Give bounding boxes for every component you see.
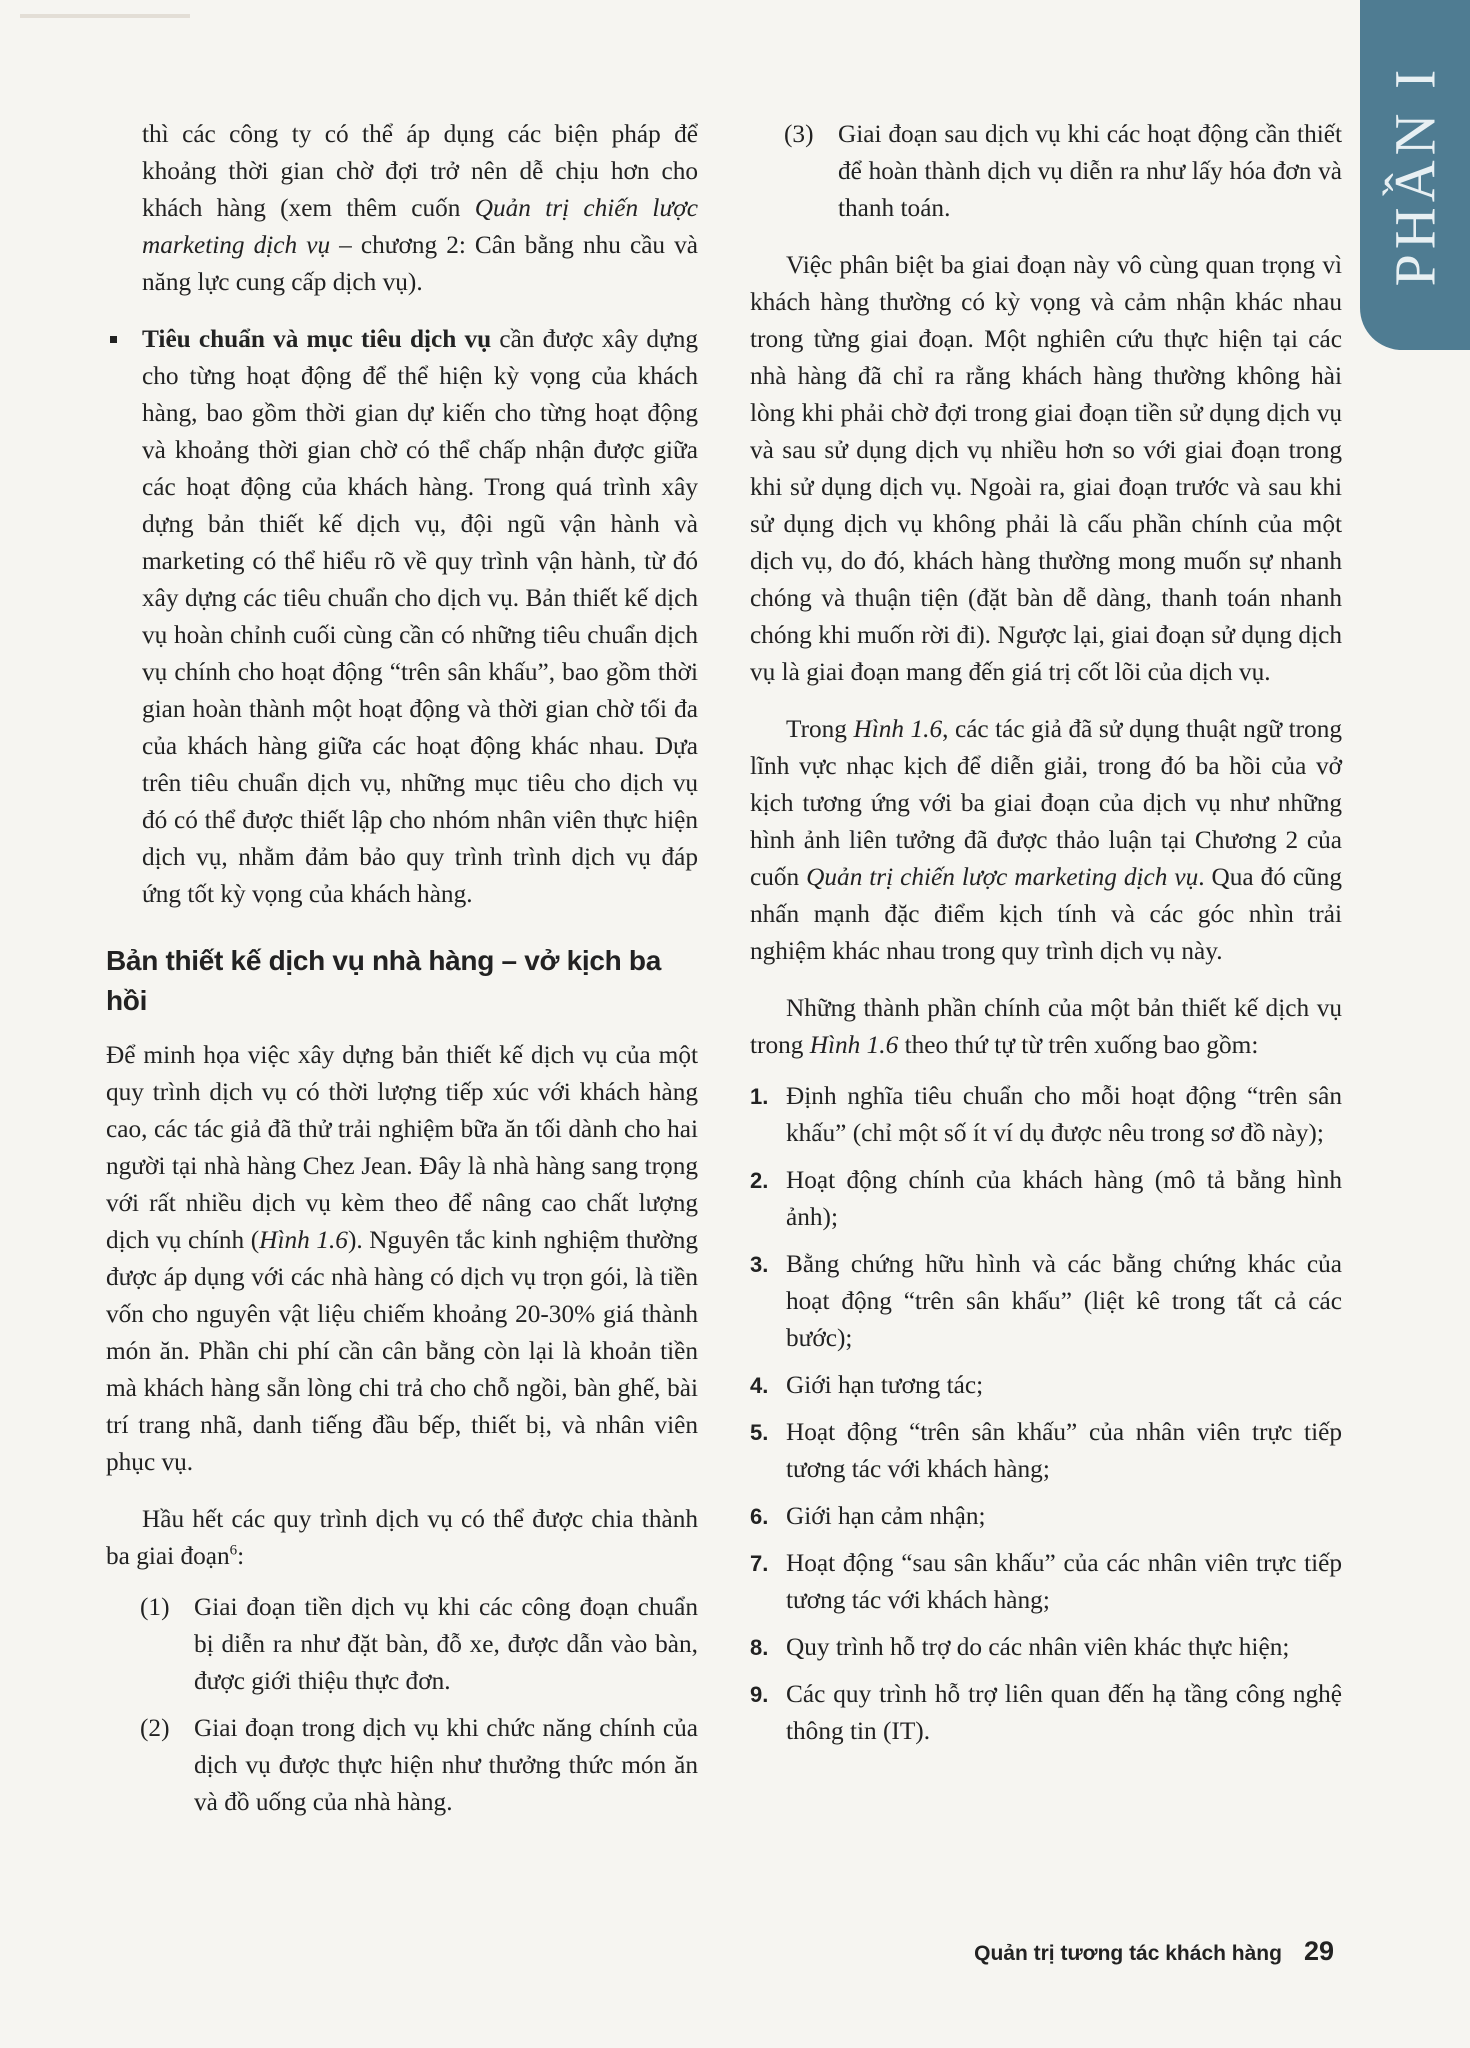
page-edge-mark: [20, 14, 190, 18]
list-text: Hoạt động chính của khách hàng (mô tả bằng hình ảnh);: [786, 1166, 1342, 1231]
list-item: [750, 1414, 1342, 1488]
running-title: Quản trị tương tác khách hàng: [974, 1942, 1282, 1965]
page-number: 29: [1303, 1936, 1334, 1966]
phase-text: Giai đoạn sau dịch vụ khi các hoạt động cần thiết để hoàn thành dịch vụ diễn ra như lấy hóa đơn và thanh toán.: [838, 120, 1342, 222]
list-text: Giới hạn tương tác;: [786, 1371, 984, 1399]
list-item: [750, 1246, 1342, 1357]
list-text: Giới hạn cảm nhận;: [786, 1502, 986, 1530]
list-item: [750, 1078, 1342, 1152]
list-text: Định nghĩa tiêu chuẩn cho mỗi hoạt động “trên sân khấu” (chỉ một số ít ví dụ được nêu trong sơ đồ này);: [786, 1082, 1342, 1147]
list-number: 1.: [750, 1084, 769, 1109]
phase-item: [750, 116, 1342, 227]
list-text: Hoạt động “sau sân khấu” của các nhân viên trực tiếp tương tác với khách hàng;: [786, 1549, 1342, 1614]
paragraph-three-stages: Hầu hết các quy trình dịch vụ có thể được chia thành ba giai đoạn$^6$:: [106, 1505, 698, 1570]
page-footer: [974, 1936, 1334, 1967]
phase-item: [106, 1710, 698, 1821]
phase-item: [106, 1589, 698, 1700]
continued-paragraph: thì các công ty có thể áp dụng các biện pháp để khoảng thời gian chờ đợi trở nên dễ chịu hơn cho khách hàng (xem thêm cuốn Quản trị chiến lược marketing dịch vụ – chương 2: Cân bằng nhu cầu và năng lực cung cấp dịch vụ).: [142, 120, 699, 296]
phase-number: (1): [140, 1593, 170, 1621]
paragraph-chez-jean: Để minh họa việc xây dựng bản thiết kế dịch vụ của một quy trình dịch vụ có thời lượng tiếp xúc với khách hàng cao, các tác giả đã thử trải nghiệm bữa ăn tối dành cho hai người tại nhà hàng Chez Jean. Đây là nhà hàng sang trọng với rất nhiều dịch vụ kèm theo để nâng cao chất lượng dịch vụ chính (Hình 1.6). Nguyên tắc kinh nghiệm thường được áp dụng với các nhà hàng có dịch vụ trọn gói, là tiền vốn cho nguyên vật liệu chiếm khoảng 20-30% giá thành món ăn. Phần chi phí cần cân bằng còn lại là khoản tiền mà khách hàng sẵn lòng chi trả cho chỗ ngồi, bàn ghế, bài trí trang nhã, danh tiếng đầu bếp, thiết bị, và nhân viên phục vụ.: [106, 1041, 698, 1476]
list-number: 3.: [750, 1252, 769, 1277]
phase-number: (3): [784, 120, 814, 148]
phase-number: (2): [140, 1714, 170, 1742]
list-text: Quy trình hỗ trợ do các nhân viên khác thực hiện;: [786, 1633, 1290, 1661]
paragraph-theatre-metaphor: Trong Hình 1.6, các tác giả đã sử dụng thuật ngữ trong lĩnh vực nhạc kịch để diễn giải, trong đó ba hồi của vở kịch tương ứng với ba giai đoạn của dịch vụ như những hình ảnh liên tưởng đã được thảo luận tại Chương 2 của cuốn Quản trị chiến lược marketing dịch vụ. Qua đó cũng nhấn mạnh đặc điểm kịch tính và các góc nhìn trải nghiệm khác nhau trong quy trình dịch vụ này.: [750, 715, 1343, 965]
right-column: [750, 116, 1342, 1750]
left-column: [106, 116, 698, 1821]
paragraph-stage-importance: Việc phân biệt ba giai đoạn này vô cùng quan trọng vì khách hàng thường có kỳ vọng và cảm nhận khác nhau trong từng giai đoạn. Một nghiên cứu thực hiện tại các nhà hàng đã chỉ ra rằng khách hàng thường không hài lòng khi phải chờ đợi trong giai đoạn tiền sử dụng dịch vụ và sau sử dụng dịch vụ nhiều hơn so với giai đoạn trong khi sử dụng dịch vụ. Ngoài ra, giai đoạn trước và sau khi sử dụng dịch vụ không phải là cấu phần chính của một dịch vụ, do đó, khách hàng thường mong muốn sự nhanh chóng và thuận tiện (đặt bàn dễ dàng, thanh toán nhanh chóng khi muốn rời đi). Ngược lại, giai đoạn sử dụng dịch vụ là giai đoạn mang đến giá trị cốt lõi của dịch vụ.: [750, 251, 1342, 686]
list-item: [750, 1162, 1342, 1236]
list-item: [750, 1629, 1342, 1666]
list-number: 2.: [750, 1168, 769, 1193]
bullet-text: Tiêu chuẩn và mục tiêu dịch vụ cần được xây dựng cho từng hoạt động để thể hiện kỳ vọng của khách hàng, bao gồm thời gian dự kiến cho từng hoạt động và khoảng thời gian chờ có thể chấp nhận được giữa các hoạt động của khách hàng. Trong quá trình xây dựng bản thiết kế dịch vụ, đội ngũ vận hành và marketing có thể hiểu rõ về quy trình vận hành, từ đó xây dựng các tiêu chuẩn cho dịch vụ. Bản thiết kế dịch vụ hoàn chỉnh cuối cùng cần có những tiêu chuẩn dịch vụ chính cho hoạt động “trên sân khấu”, bao gồm thời gian hoàn thành một hoạt động và thời gian chờ tối đa của khách hàng giữa các hoạt động khác nhau. Dựa trên tiêu chuẩn dịch vụ, những mục tiêu cho dịch vụ đó có thể được thiết lập cho nhóm nhân viên thực hiện dịch vụ, nhằm đảm bảo quy trình trình dịch vụ đáp ứng tốt kỳ vọng của khách hàng.: [142, 325, 699, 908]
list-item: [750, 1498, 1342, 1535]
list-number: 7.: [750, 1551, 769, 1576]
list-number: 8.: [750, 1635, 769, 1660]
list-item: [750, 1545, 1342, 1619]
list-text: Hoạt động “trên sân khấu” của nhân viên trực tiếp tương tác với khách hàng;: [786, 1418, 1342, 1483]
list-item: [750, 1676, 1342, 1750]
bullet-marker: [106, 321, 142, 913]
list-text: Các quy trình hỗ trợ liên quan đến hạ tầng công nghệ thông tin (IT).: [786, 1680, 1342, 1745]
list-text: Bằng chứng hữu hình và các bằng chứng khác của hoạt động “trên sân khấu” (liệt kê trong tất cả các bước);: [786, 1250, 1342, 1352]
section-tab: [1360, 0, 1470, 350]
section-tab-label: PHẦN I: [1382, 64, 1448, 286]
bullet-service-standards: [106, 321, 698, 913]
list-number: 4.: [750, 1373, 769, 1398]
section-heading: Bản thiết kế dịch vụ nhà hàng – vở kịch ba hồi: [106, 945, 661, 1016]
list-number: 6.: [750, 1504, 769, 1529]
list-item: [750, 1367, 1342, 1404]
paragraph-components-intro: Những thành phần chính của một bản thiết kế dịch vụ trong Hình 1.6 theo thứ tự từ trên xuống bao gồm:: [750, 994, 1342, 1059]
list-number: 5.: [750, 1420, 769, 1445]
phase-text: Giai đoạn trong dịch vụ khi chức năng chính của dịch vụ được thực hiện như thưởng thức món ăn và đồ uống của nhà hàng.: [194, 1714, 698, 1816]
list-number: 9.: [750, 1682, 769, 1707]
phase-text: Giai đoạn tiền dịch vụ khi các công đoạn chuẩn bị diễn ra như đặt bàn, đỗ xe, được dẫn vào bàn, được giới thiệu thực đơn.: [194, 1593, 698, 1695]
